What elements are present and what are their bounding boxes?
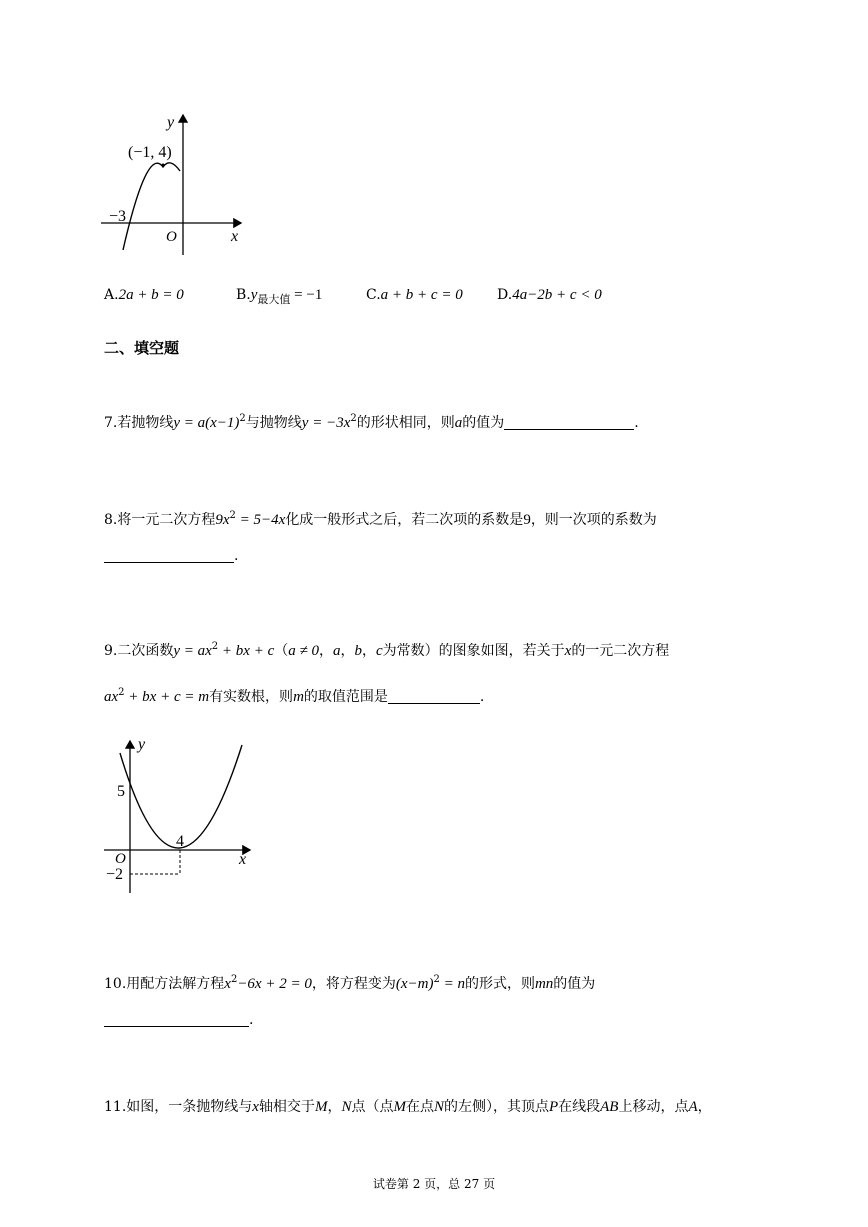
q10-answer-blank[interactable] — [104, 1012, 249, 1027]
q11-math-5: N — [433, 1099, 444, 1115]
q7-text-4: 的值为 — [462, 415, 505, 431]
q11-text-9: ， — [697, 1099, 712, 1115]
q9-number: 9. — [104, 643, 118, 659]
q8-text-3: ，则一次项的系数为 — [530, 512, 657, 528]
q10-math-2b: = n — [439, 976, 465, 992]
q11-math-6: P — [548, 1099, 559, 1115]
q10-end: . — [249, 1012, 254, 1028]
q8-math-1-sup: 2 — [229, 510, 236, 521]
q8-text-1: 将一元二次方程 — [117, 512, 216, 528]
q9-text-2: （ — [274, 643, 289, 659]
q9-math-7b: + bx + c = m — [124, 689, 210, 705]
q9-text-9: 的取值范围是 — [303, 689, 388, 705]
q8-math-2: 9 — [523, 512, 531, 528]
q11-math-2: M — [314, 1099, 328, 1115]
question-7 — [104, 412, 639, 432]
q9-math-3: a — [332, 643, 341, 659]
q10-math-1b: −6x + 2 = 0 — [237, 976, 312, 992]
question-11 — [104, 1096, 712, 1116]
q7-number: 7. — [104, 415, 118, 431]
q9-math-1: y = ax — [173, 643, 212, 659]
q7-math-1: y = a(x−1) — [173, 415, 240, 431]
q11-text-4: 点（点 — [351, 1099, 394, 1115]
q11-text-5: 在点 — [405, 1099, 434, 1115]
option-d-expr: 4a−2b + c < 0 — [512, 287, 602, 303]
question-10 — [104, 973, 595, 993]
option-b-y: y — [250, 287, 258, 303]
option-b-letter: B. — [236, 287, 251, 303]
question-9-line-2 — [104, 686, 484, 706]
q10-text-4: 的值为 — [553, 976, 596, 992]
q9-math-1b: + bx + c — [218, 643, 275, 659]
q11-text-8: 上移动，点 — [618, 1099, 689, 1115]
q9-text-8: 有实数根，则 — [209, 689, 294, 705]
q11-math-8: A — [688, 1099, 698, 1115]
graph2-x-label: x — [239, 851, 247, 868]
q10-math-1: x — [224, 976, 231, 992]
q9-math-1-sup: 2 — [211, 641, 219, 652]
q9-math-6: x — [564, 643, 572, 659]
q10-math-1-sup: 2 — [230, 974, 238, 985]
vertex-point — [162, 164, 165, 167]
option-b[interactable] — [236, 287, 322, 304]
question-8-line-2 — [104, 548, 238, 564]
graph1-x-label: x — [231, 228, 239, 245]
q9-text-6: 为常数）的图象如图，若关于 — [382, 643, 565, 659]
q10-text-1: 用配方法解方程 — [126, 976, 225, 992]
q8-text-2: 化成一般形式之后，若二次项的系数是 — [285, 512, 524, 528]
q8-math-1: 9x — [215, 512, 230, 528]
q11-text-3: ， — [327, 1099, 342, 1115]
q7-math-1-sup: 2 — [239, 413, 246, 424]
option-b-tail: = −1 — [290, 287, 323, 303]
option-a-expr: 2a + b = 0 — [118, 287, 184, 303]
q9-math-5: c — [375, 643, 383, 659]
option-a-letter: A. — [104, 287, 119, 303]
q9-math-8: m — [293, 689, 304, 705]
q11-text-7: 在线段 — [558, 1099, 601, 1115]
option-b-sub: 最大值 — [257, 292, 291, 306]
graph-parabola-2 — [100, 735, 260, 895]
q10-math-2: (x−m) — [395, 976, 434, 992]
q9-text-5: ， — [361, 643, 376, 659]
question-9 — [104, 640, 669, 660]
q7-text-2: 与抛物线 — [245, 415, 302, 431]
option-d[interactable] — [497, 287, 602, 304]
page-footer: 试卷第 2 页，总 27 页 — [372, 1177, 496, 1191]
q11-math-1: x — [252, 1099, 259, 1115]
question-8 — [104, 509, 657, 529]
q10-number: 10. — [104, 976, 127, 992]
q9-math-7-sup: 2 — [118, 687, 125, 698]
q9-text-7: 的一元二次方程 — [571, 643, 670, 659]
q9-math-2: a ≠ 0 — [288, 643, 319, 659]
q10-text-2: ，将方程变为 — [311, 976, 396, 992]
q7-text-1: 若抛物线 — [117, 415, 174, 431]
q9-math-4: b — [354, 643, 362, 659]
graph2-y-label: y — [138, 736, 146, 753]
q8-answer-blank[interactable] — [104, 548, 234, 563]
q7-math-2-sup: 2 — [350, 413, 357, 424]
section-title: 二、填空题 — [104, 339, 180, 357]
q7-text-3: 的形状相同，则 — [356, 415, 455, 431]
q9-text-1: 二次函数 — [117, 643, 174, 659]
q8-end: . — [234, 548, 239, 564]
q11-math-4: M — [393, 1099, 406, 1115]
graph-parabola-1 — [95, 105, 255, 260]
q7-answer-blank[interactable] — [504, 415, 634, 430]
q9-text-4: ， — [340, 643, 355, 659]
q11-math-3: N — [341, 1099, 352, 1115]
q11-text-1: 如图，一条抛物线与 — [126, 1099, 253, 1115]
graph1-origin-label: O — [166, 229, 177, 245]
q8-math-1b: = 5−4x — [235, 512, 286, 528]
option-d-letter: D. — [497, 287, 513, 303]
q10-math-3: mn — [534, 976, 554, 992]
graph1-vertex-label: (−1, 4) — [128, 144, 172, 161]
q9-text-3: ， — [318, 643, 333, 659]
q10-text-3: 的形式，则 — [464, 976, 535, 992]
q7-math-3: a — [454, 415, 463, 431]
q9-answer-blank[interactable] — [388, 689, 480, 704]
q11-number: 11. — [104, 1099, 127, 1115]
q7-math-2: y = −3x — [301, 415, 351, 431]
q11-math-7: AB — [600, 1099, 619, 1115]
option-c-expr: a + b + c = 0 — [380, 287, 463, 303]
q9-math-7: ax — [104, 689, 119, 705]
graph1-y-label: y — [167, 114, 175, 131]
option-a[interactable] — [104, 287, 184, 304]
option-c[interactable] — [366, 287, 463, 304]
graph2-origin-label: O — [115, 851, 126, 867]
q7-end: . — [634, 415, 639, 431]
q9-end: . — [479, 689, 485, 705]
graph2-vertex-y-label: −2 — [106, 866, 124, 883]
graph2-y-intercept-label: 5 — [117, 783, 125, 800]
graph1-root-label: −3 — [109, 208, 127, 225]
q10-math-2-sup: 2 — [433, 974, 440, 985]
question-10-line-2 — [104, 1012, 253, 1028]
q8-number: 8. — [104, 512, 118, 528]
q11-text-6: 的左侧），其顶点 — [443, 1099, 549, 1115]
option-c-letter: C. — [366, 287, 381, 303]
graph2-vertex-x-label: 4 — [176, 833, 184, 850]
q11-text-2: 轴相交于 — [258, 1099, 315, 1115]
